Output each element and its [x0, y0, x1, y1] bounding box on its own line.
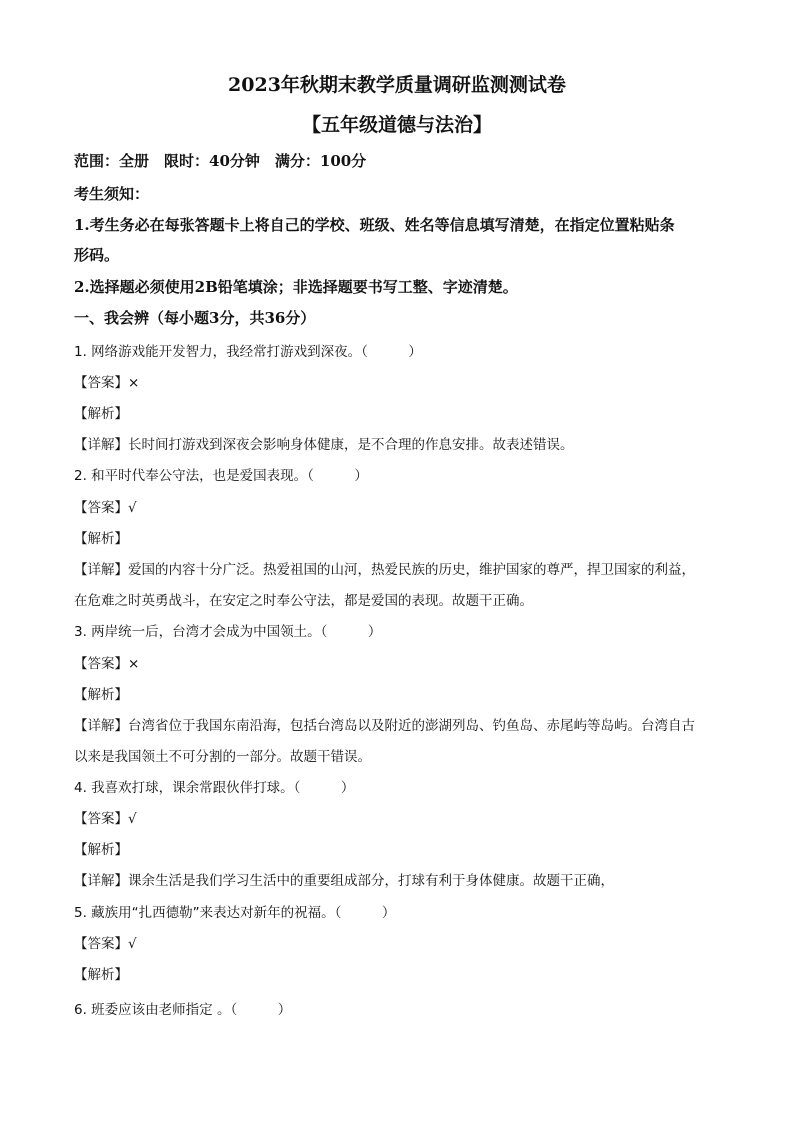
answer-label: 【答案】 — [74, 375, 128, 391]
question-2-detail-line-1 — [74, 558, 695, 578]
detail-text: 台湾省位于我国东南沿海，包括台湾岛以及附近的澎湖列岛、钓鱼岛、赤尾屿等岛屿。台湾自古 — [128, 718, 695, 734]
question-1-detail — [74, 433, 574, 453]
question-2-answer — [74, 496, 137, 516]
detail-label: 【详解】 — [74, 718, 128, 734]
detail-label: 【详解】 — [74, 873, 128, 889]
question-4-analysis-label: 【解析】 — [74, 842, 128, 858]
question-2-analysis-label: 【解析】 — [74, 531, 128, 547]
detail-label: 【详解】 — [74, 437, 128, 453]
question-1-answer — [74, 371, 139, 391]
answer-value: √ — [128, 500, 137, 516]
question-3-stem: 3. 两岸统一后，台湾才会成为中国领土。（ ） — [74, 624, 382, 640]
detail-text: 课余生活是我们学习生活中的重要组成部分，打球有利于身体健康。故题干正确， — [128, 873, 614, 889]
answer-value: × — [128, 656, 140, 672]
question-4-answer — [74, 807, 137, 827]
question-2-detail-line-2: 在危难之时英勇战斗，在安定之时奉公守法，都是爱国的表现。故题干正确。 — [74, 593, 533, 609]
answer-value: × — [128, 375, 140, 391]
question-1-analysis-label: 【解析】 — [74, 406, 128, 422]
answer-label: 【答案】 — [74, 811, 128, 827]
question-5-answer — [74, 932, 137, 952]
answer-value: √ — [128, 811, 137, 827]
question-4-stem: 4. 我喜欢打球，课余常跟伙伴打球。（ ） — [74, 780, 355, 796]
notice-item-1-line-2: 形码。 — [74, 246, 120, 264]
question-4-detail — [74, 869, 614, 889]
question-3-detail-line-1 — [74, 714, 695, 734]
notice-item-2: 2.选择题必须使用2B铅笔填涂；非选择题要书写工整、字迹清楚。 — [74, 278, 518, 296]
question-5-analysis-label: 【解析】 — [74, 967, 128, 983]
notice-item-1-line-1: 1.考生务必在每张答题卡上将自己的学校、班级、姓名等信息填写清楚，在指定位置粘贴条 — [74, 216, 675, 234]
answer-value: √ — [128, 936, 137, 952]
question-1-stem: 1. 网络游戏能开发智力，我经常打游戏到深夜。（ ） — [74, 344, 422, 360]
exam-title: 2023年秋期末教学质量调研监测测试卷 — [228, 74, 566, 96]
answer-label: 【答案】 — [74, 500, 128, 516]
detail-text: 爱国的内容十分广泛。热爱祖国的山河，热爱民族的历史，维护国家的尊严，捍卫国家的利益， — [128, 562, 695, 578]
exam-info: 范围：全册 限时：40分钟 满分：100分 — [74, 152, 367, 170]
answer-label: 【答案】 — [74, 936, 128, 952]
notice-heading: 考生须知： — [74, 185, 150, 203]
question-3-detail-line-2: 以来是我国领土不可分割的一部分。故题干错误。 — [74, 749, 371, 765]
question-2-stem: 2. 和平时代奉公守法，也是爱国表现。（ ） — [74, 468, 368, 484]
section-heading: 一、我会辨（每小题3分，共36分） — [74, 309, 316, 327]
question-5-stem: 5. 藏族用“扎西德勒”来表达对新年的祝福。（ ） — [74, 905, 396, 921]
question-6-stem: 6. 班委应该由老师指定 。（ ） — [74, 1002, 292, 1018]
detail-label: 【详解】 — [74, 562, 128, 578]
exam-subtitle: 【五年级道德与法治】 — [301, 114, 492, 136]
question-3-analysis-label: 【解析】 — [74, 687, 128, 703]
question-3-answer — [74, 652, 139, 672]
answer-label: 【答案】 — [74, 656, 128, 672]
detail-text: 长时间打游戏到深夜会影响身体健康，是不合理的作息安排。故表述错误。 — [128, 437, 574, 453]
